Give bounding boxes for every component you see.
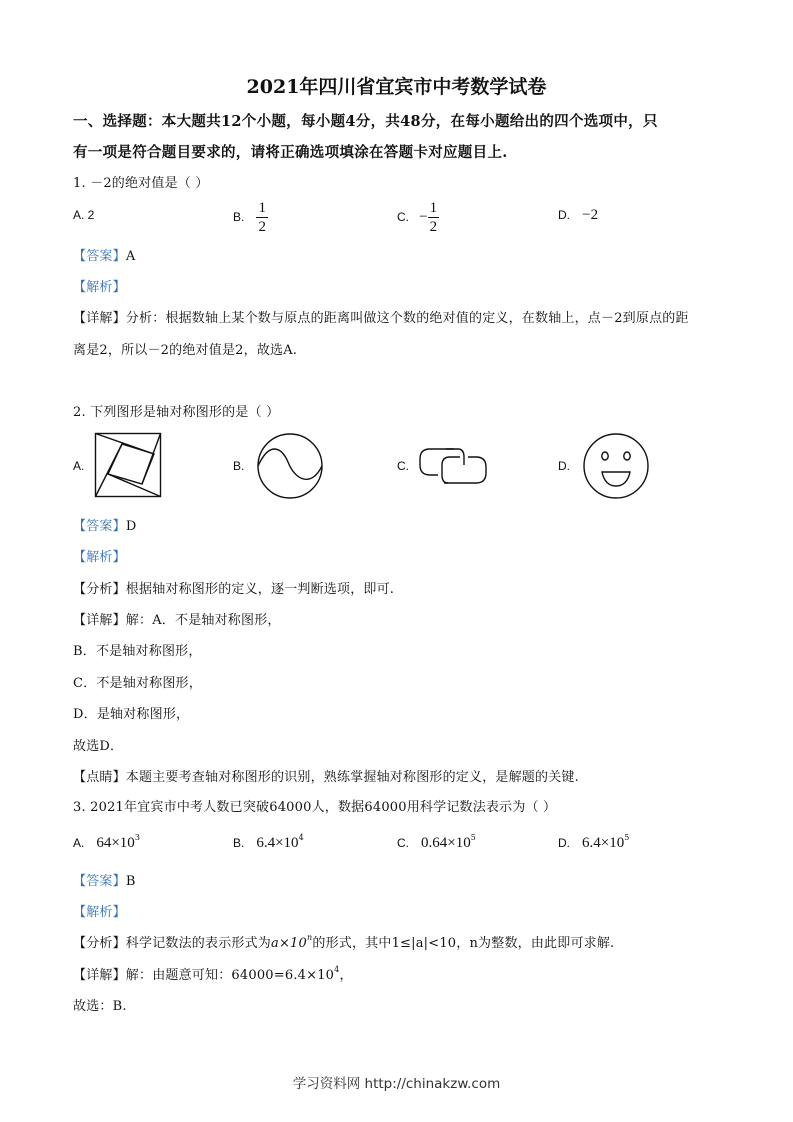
q1-option-a: A. 2 bbox=[73, 208, 95, 222]
footer-website: 学习资料网 http://chinakzw.com bbox=[292, 1076, 501, 1092]
q2-option-a-label: A. bbox=[73, 459, 85, 473]
q1-option-d: D. −2 bbox=[558, 207, 599, 223]
q1-option-b: B. $\frac{1}{2}$ bbox=[233, 200, 266, 235]
q1-analysis-tag: 【解析】 bbox=[73, 280, 126, 295]
q2-figure-c-chain-links bbox=[418, 443, 488, 489]
q3-option-d: D. $6.4\times 10^5$ bbox=[558, 833, 630, 851]
q2-stem: 2. 下列图形是轴对称图形的是（ ） bbox=[73, 405, 280, 420]
q2-answer: 【答案】D bbox=[73, 519, 137, 534]
q2-option-b-label: B. bbox=[233, 459, 245, 473]
q1-answer: 【答案】A bbox=[73, 249, 136, 264]
q2-figure-d-smiley bbox=[581, 432, 651, 500]
q2-detail-1: 【详解】解：A．不是轴对称图形， bbox=[73, 613, 281, 628]
q3-option-a: A. $64\times 10^3$ bbox=[73, 833, 140, 851]
q2-detail-3: C．不是轴对称图形， bbox=[73, 676, 202, 691]
page-title: 2021年四川省宜宾市中考数学试卷 bbox=[246, 76, 547, 98]
q1-option-c: C. − $\frac{1}{2}$ bbox=[397, 200, 438, 235]
q3-answer: 【答案】B bbox=[73, 874, 136, 889]
q3-fenxi: 【分析】科学记数法的表示形式为$a\times 10^n$的形式，其中1≤|a|<10，n为整数，由此即可求解. bbox=[73, 933, 615, 951]
section-heading-line1: 一、选择题：本大题共12个小题，每小题4分，共48分，在每小题给出的四个选项中，只 bbox=[73, 113, 658, 130]
q3-stem: 3. 2021年宜宾市中考人数已突破64000人，数据64000用科学记数法表示为（ ） bbox=[73, 800, 557, 815]
q3-option-c: C. $0.64\times 10^5$ bbox=[397, 833, 476, 851]
q3-conclusion: 故选：B. bbox=[73, 999, 127, 1014]
q2-figure-a-square-pinwheel bbox=[94, 432, 162, 498]
q2-detail-5: 故选D． bbox=[73, 739, 124, 754]
q3-detail: 【详解】解：由题意可知：$64000=6.4\times 10^4$， bbox=[73, 965, 353, 983]
q2-fenxi: 【分析】根据轴对称图形的定义，逐一判断选项，即可. bbox=[73, 582, 395, 597]
q2-detail-2: B．不是轴对称图形， bbox=[73, 644, 202, 659]
q2-option-d-label: D. bbox=[558, 459, 570, 473]
q2-analysis-tag: 【解析】 bbox=[73, 550, 126, 565]
q3-analysis-tag: 【解析】 bbox=[73, 905, 126, 920]
q2-figure-b-yinyang bbox=[255, 432, 325, 500]
q2-option-c-label: C. bbox=[397, 459, 409, 473]
section-heading-line2: 有一项是符合题目要求的，请将正确选项填涂在答题卡对应题目上. bbox=[73, 144, 508, 161]
q3-option-b: B. $6.4\times 10^4$ bbox=[233, 833, 304, 851]
q1-detail-line2: 离是2，所以－2的绝对值是2，故选A. bbox=[73, 343, 298, 358]
q1-detail-line1: 【详解】分析：根据数轴上某个数与原点的距离叫做这个数的绝对值的定义，在数轴上，点－2到原点的距 bbox=[73, 311, 689, 326]
q2-detail-4: D．是轴对称图形， bbox=[73, 707, 190, 722]
q2-dianjing: 【点睛】本题主要考查轴对称图形的识别，熟练掌握轴对称图形的定义，是解题的关键. bbox=[73, 770, 579, 785]
q1-stem: 1. －2的绝对值是（ ） bbox=[73, 176, 209, 191]
